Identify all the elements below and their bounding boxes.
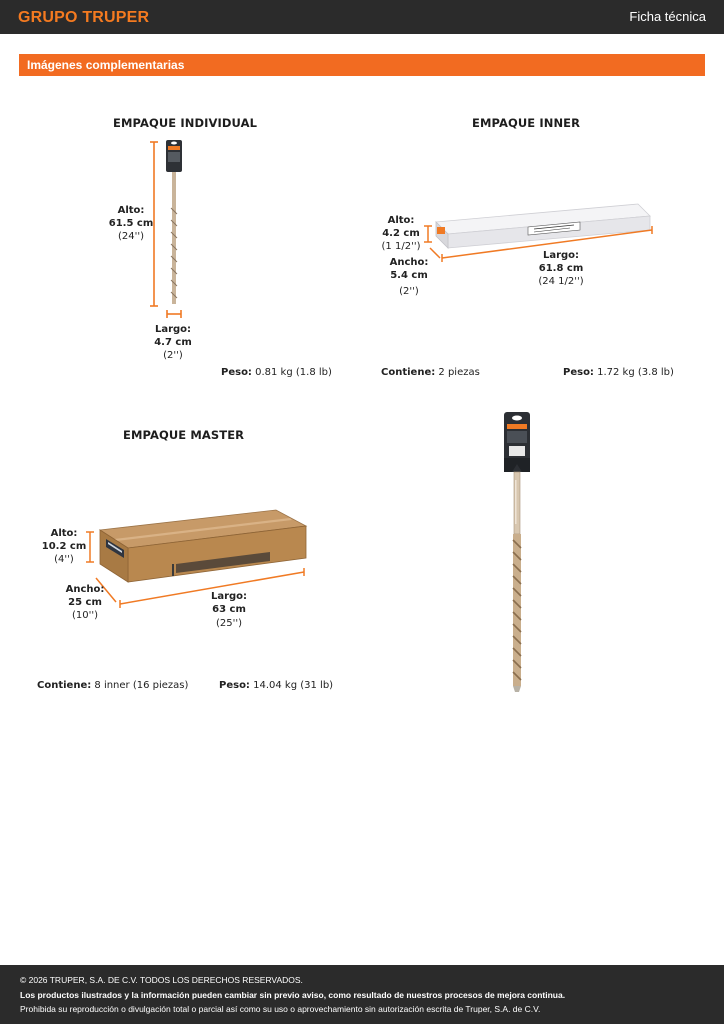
inner-ancho-label <box>385 256 433 298</box>
inner-peso <box>563 367 674 378</box>
inner-largo-label <box>535 249 587 288</box>
header-bar <box>0 0 724 34</box>
inner-alto-label <box>378 214 424 253</box>
master-alto-metric: 10.2 cm <box>41 541 87 552</box>
inner-peso-label: Peso: <box>563 367 594 378</box>
master-largo-imperial: (25'') <box>215 618 243 629</box>
inner-largo-imperial: (24 1/2'') <box>538 276 584 287</box>
footer-copyright: © 2026 TRUPER, S.A. DE C.V. TODOS LOS DERECHOS RESERVADOS. <box>20 975 303 985</box>
inner-contiene <box>381 367 480 378</box>
master-alto-label <box>40 527 88 566</box>
inner-ancho-title: Ancho: <box>389 257 429 268</box>
individual-heading: EMPAQUE INDIVIDUAL <box>113 116 258 130</box>
footer <box>0 965 724 1024</box>
individual-largo-metric: 4.7 cm <box>154 337 192 348</box>
master-ancho-imperial: (10'') <box>71 610 99 621</box>
inner-alto-metric: 4.2 cm <box>382 228 420 239</box>
inner-heading: EMPAQUE INNER <box>472 116 581 130</box>
master-largo-title: Largo: <box>210 591 248 602</box>
inner-alto-imperial: (1 1/2'') <box>381 241 421 252</box>
footer-prohibition: Prohibida su reproducción o divulgación total o parcial así como su uso o aprovechamiento sin autorización escrita de Truper, S.A. de C.V. <box>20 1004 541 1014</box>
master-contiene-label: Contiene: <box>37 680 92 691</box>
master-contiene-value: 8 inner (16 piezas) <box>91 680 189 691</box>
master-ancho-title: Ancho: <box>65 584 105 595</box>
drill-bit-product-image <box>500 410 536 694</box>
inner-contiene-label: Contiene: <box>381 367 436 378</box>
master-ancho-label <box>61 583 109 622</box>
master-peso-label: Peso: <box>219 680 250 691</box>
master-box-image <box>80 506 312 608</box>
inner-largo-metric: 61.8 cm <box>538 263 584 274</box>
individual-alto-label <box>106 204 156 243</box>
individual-peso-label: Peso: <box>221 367 252 378</box>
individual-peso <box>221 367 332 378</box>
master-alto-title: Alto: <box>50 528 78 539</box>
individual-alto-metric: 61.5 cm <box>108 218 154 229</box>
master-alto-imperial: (4'') <box>54 554 74 565</box>
master-largo-metric: 63 cm <box>212 604 246 615</box>
document-type: Ficha técnica <box>629 9 706 24</box>
section-title: Imágenes complementarias <box>27 58 185 72</box>
master-largo-label <box>206 590 252 630</box>
master-peso-value: 14.04 kg (31 lb) <box>249 680 334 691</box>
inner-peso-value: 1.72 kg (3.8 lb) <box>593 367 674 378</box>
individual-largo-label <box>148 323 198 362</box>
inner-ancho-metric: 5.4 cm <box>390 270 428 281</box>
inner-largo-title: Largo: <box>542 250 580 261</box>
master-ancho-metric: 25 cm <box>68 597 102 608</box>
individual-largo-imperial: (2'') <box>163 350 183 361</box>
individual-peso-value: 0.81 kg (1.8 lb) <box>251 367 332 378</box>
master-heading: EMPAQUE MASTER <box>123 428 245 442</box>
inner-alto-title: Alto: <box>387 215 415 226</box>
individual-alto-title: Alto: <box>117 205 145 216</box>
inner-contiene-value: 2 piezas <box>435 367 480 378</box>
master-contiene <box>37 680 188 691</box>
individual-alto-imperial: (24'') <box>117 231 145 242</box>
brand-logo: GRUPO TRUPER <box>18 9 150 26</box>
footer-notice: Los productos ilustrados y la información pueden cambiar sin previo aviso, como resultado de nuestros procesos de mejora continua. <box>20 990 566 1000</box>
individual-largo-title: Largo: <box>154 324 192 335</box>
master-peso <box>219 680 333 691</box>
inner-ancho-imperial: (2'') <box>399 286 419 297</box>
section-bar <box>19 54 705 76</box>
dimension-arrow <box>167 310 181 318</box>
